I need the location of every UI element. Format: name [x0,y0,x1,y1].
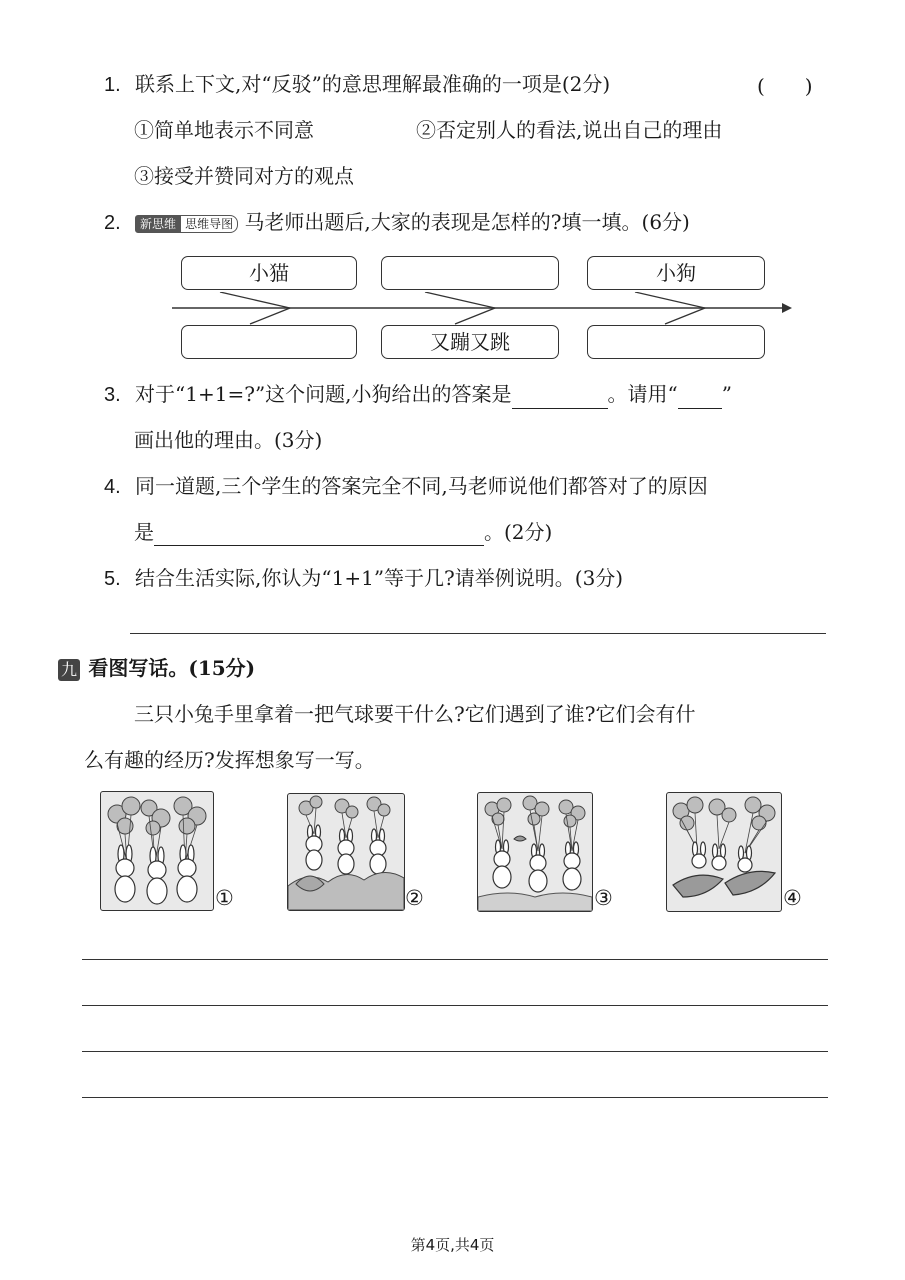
picture-label: ④ [783,886,802,910]
box-bottom-mid[interactable]: 又蹦又跳 [381,325,559,359]
question-4 [104,472,708,501]
picture-label: ③ [594,886,613,910]
option-1: ①简单地表示不同意 [134,118,314,142]
box-top-left[interactable]: 小猫 [181,256,357,290]
question-number: 4. [104,476,121,498]
page-footer: 第4页,共4页 [410,1236,495,1254]
section-title: 看图写话。(15分) [88,656,256,680]
question-text: ” [721,382,733,406]
underline-sample [678,386,722,409]
question-text: 。请用“ [607,382,678,406]
question-text: 马老师出题后,大家的表现是怎样的?填一填。(6分) [244,210,690,234]
question-1 [104,70,610,99]
section-9-heading [58,654,255,682]
picture-3 [477,792,593,912]
picture-label: ① [215,886,234,910]
question-number: 1. [104,74,121,96]
writing-prompt-line1: 三只小兔手里拿着一把气球要干什么?它们遇到了谁?它们会有什 [134,702,696,726]
picture-label: ② [405,886,424,910]
question-text: 结合生活实际,你认为“1+1”等于几?请举例说明。(3分) [135,566,624,590]
picture-4 [666,792,782,912]
answer-line-q5[interactable] [130,633,826,634]
question-text: 对于“1+1=?”这个问题,小狗给出的答案是 [135,382,512,406]
answer-blank[interactable] [154,523,484,546]
question-text: 同一道题,三个学生的答案完全不同,马老师说他们都答对了的原因 [135,474,708,498]
option-2: ②否定别人的看法,说出自己的理由 [416,118,723,142]
question-text: 是 [134,520,154,544]
box-top-mid[interactable] [381,256,559,290]
answer-blank[interactable] [512,386,608,409]
question-5 [104,564,623,593]
tag-mind-map: 思维导图 [180,215,238,233]
box-bottom-left[interactable] [181,325,357,359]
picture-2 [287,793,405,911]
question-number: 2. [104,212,121,234]
writing-line[interactable] [82,1051,828,1052]
question-text: 。(2分) [484,520,553,544]
answer-parentheses[interactable]: ( ) [757,74,813,98]
tag-new-thinking: 新思维 [135,215,181,233]
question-3 [104,380,732,409]
box-top-right[interactable]: 小狗 [587,256,765,290]
option-3: ③接受并赞同对方的观点 [134,164,354,188]
question-number: 3. [104,384,121,406]
writing-prompt-line2: 么有趣的经历?发挥想象写一写。 [84,748,375,772]
picture-1 [100,791,214,911]
writing-line[interactable] [82,1005,828,1006]
section-badge: 九 [58,659,80,681]
question-4-line2 [134,518,552,546]
writing-line[interactable] [82,959,828,960]
question-3-line2: 画出他的理由。(3分) [134,428,323,452]
question-text: 联系上下文,对“反驳”的意思理解最准确的一项是(2分) [135,72,611,96]
writing-line[interactable] [82,1097,828,1098]
box-bottom-right[interactable] [587,325,765,359]
question-2 [104,208,690,237]
question-number: 5. [104,568,121,590]
